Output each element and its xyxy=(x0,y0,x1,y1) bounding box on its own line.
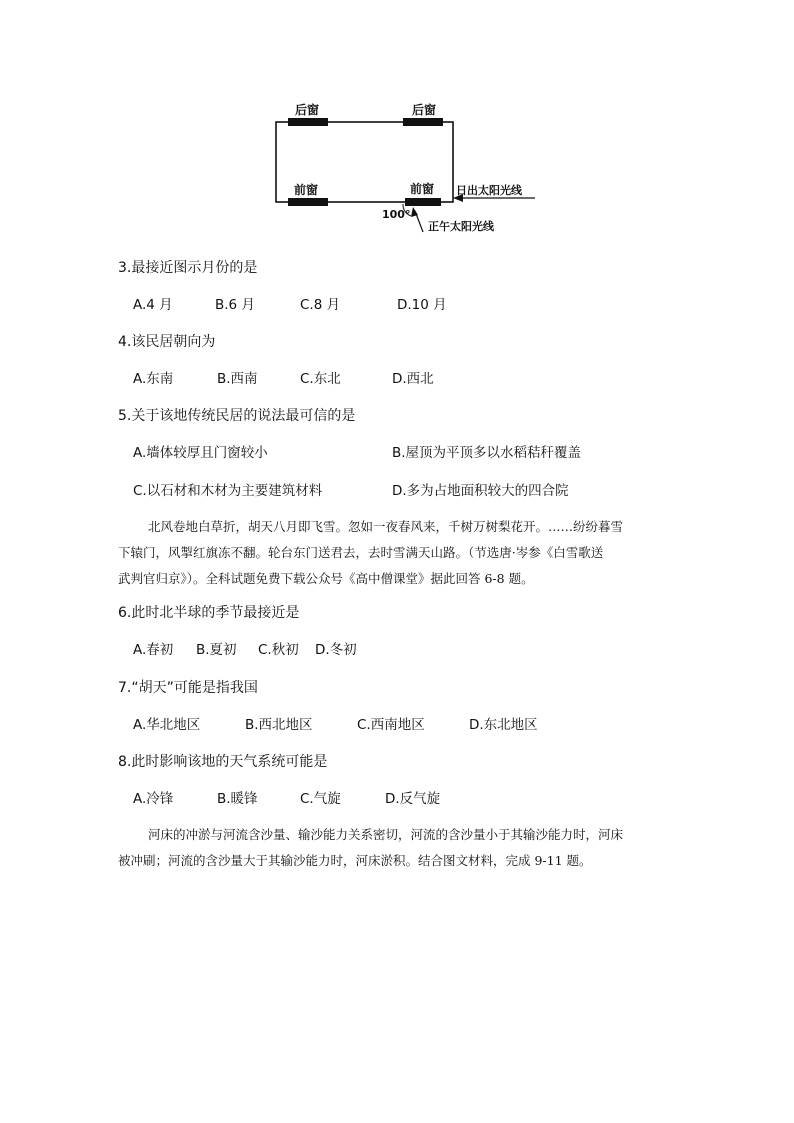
sunrise-ray-label: 日出太阳光线 xyxy=(456,184,522,197)
river-passage-line-1: 河床的冲淤与河流含沙量、输沙能力关系密切，河流的含沙量小于其输沙能力时，河床 xyxy=(148,827,624,842)
front-window-left-label: 前窗 xyxy=(294,183,319,197)
question-3-stem: 3.最接近图示月份的是 xyxy=(118,260,258,276)
question-5-stem: 5.关于该地传统民居的说法最可信的是 xyxy=(118,408,356,424)
question-6-option-a: A.春初 xyxy=(133,642,174,658)
question-8-option-c: C.气旋 xyxy=(300,791,341,807)
question-4-option-a: A.东南 xyxy=(133,371,174,387)
question-3-option-d: D.10 月 xyxy=(397,297,447,313)
question-3-option-a: A.4 月 xyxy=(133,297,173,313)
back-window-left-label: 后窗 xyxy=(295,103,320,117)
poem-passage-line-1: 北风卷地白草折，胡天八月即飞雪。忽如一夜春风来，千树万树梨花开。……纷纷暮雪 xyxy=(148,519,624,534)
question-5-option-b: B.屋顶为平顶多以水稻秸秆覆盖 xyxy=(392,445,582,461)
question-7-option-b: B.西北地区 xyxy=(245,717,313,733)
question-8-option-a: A.冷锋 xyxy=(133,791,174,807)
question-4-option-c: C.东北 xyxy=(300,371,341,387)
question-6-stem: 6.此时北半球的季节最接近是 xyxy=(118,605,300,621)
question-6-option-c: C.秋初 xyxy=(258,642,299,658)
question-4-stem: 4.该民居朝向为 xyxy=(118,334,216,350)
angle-label: 100° xyxy=(382,208,411,221)
back-window-right-label: 后窗 xyxy=(412,103,437,117)
question-3-option-c: C.8 月 xyxy=(300,297,341,313)
question-7-option-d: D.东北地区 xyxy=(469,717,538,733)
question-7-option-a: A.华北地区 xyxy=(133,717,201,733)
question-7-option-c: C.西南地区 xyxy=(357,717,425,733)
noon-ray-label: 正午太阳光线 xyxy=(428,220,494,233)
back-window-right xyxy=(403,118,443,126)
river-passage-line-2: 被冲刷；河流的含沙量大于其输沙能力时，河床淤积。结合图文材料，完成 9-11 题。 xyxy=(118,853,592,868)
question-4-option-d: D.西北 xyxy=(392,371,434,387)
question-8-stem: 8.此时影响该地的天气系统可能是 xyxy=(118,754,328,770)
question-5-option-a: A.墙体较厚且门窗较小 xyxy=(133,445,268,461)
poem-passage-line-2: 下辕门，风掣红旗冻不翻。轮台东门送君去，去时雪满天山路。（节选唐·岑参《白雪歌送 xyxy=(118,545,604,560)
front-window-left xyxy=(288,198,328,206)
back-window-left xyxy=(288,118,328,126)
question-5-option-d: D.多为占地面积较大的四合院 xyxy=(392,483,569,499)
question-6-option-d: D.冬初 xyxy=(315,642,357,658)
question-8-option-b: B.暖锋 xyxy=(217,791,258,807)
question-7-stem: 7.“胡天”可能是指我国 xyxy=(118,680,258,696)
question-6-option-b: B.夏初 xyxy=(196,642,237,658)
river-passage xyxy=(118,822,678,874)
question-3-option-b: B.6 月 xyxy=(215,297,255,313)
poem-passage xyxy=(118,514,678,592)
question-4-option-b: B.西南 xyxy=(217,371,258,387)
front-window-right xyxy=(405,198,441,206)
question-8-option-d: D.反气旋 xyxy=(385,791,441,807)
poem-passage-line-3: 武判官归京》）。全科试题免费下载公众号《高中僧课堂》据此回答 6-8 题。 xyxy=(118,571,534,586)
question-5-option-c: C.以石材和木材为主要建筑材料 xyxy=(133,483,323,499)
front-window-right-label: 前窗 xyxy=(410,182,435,196)
